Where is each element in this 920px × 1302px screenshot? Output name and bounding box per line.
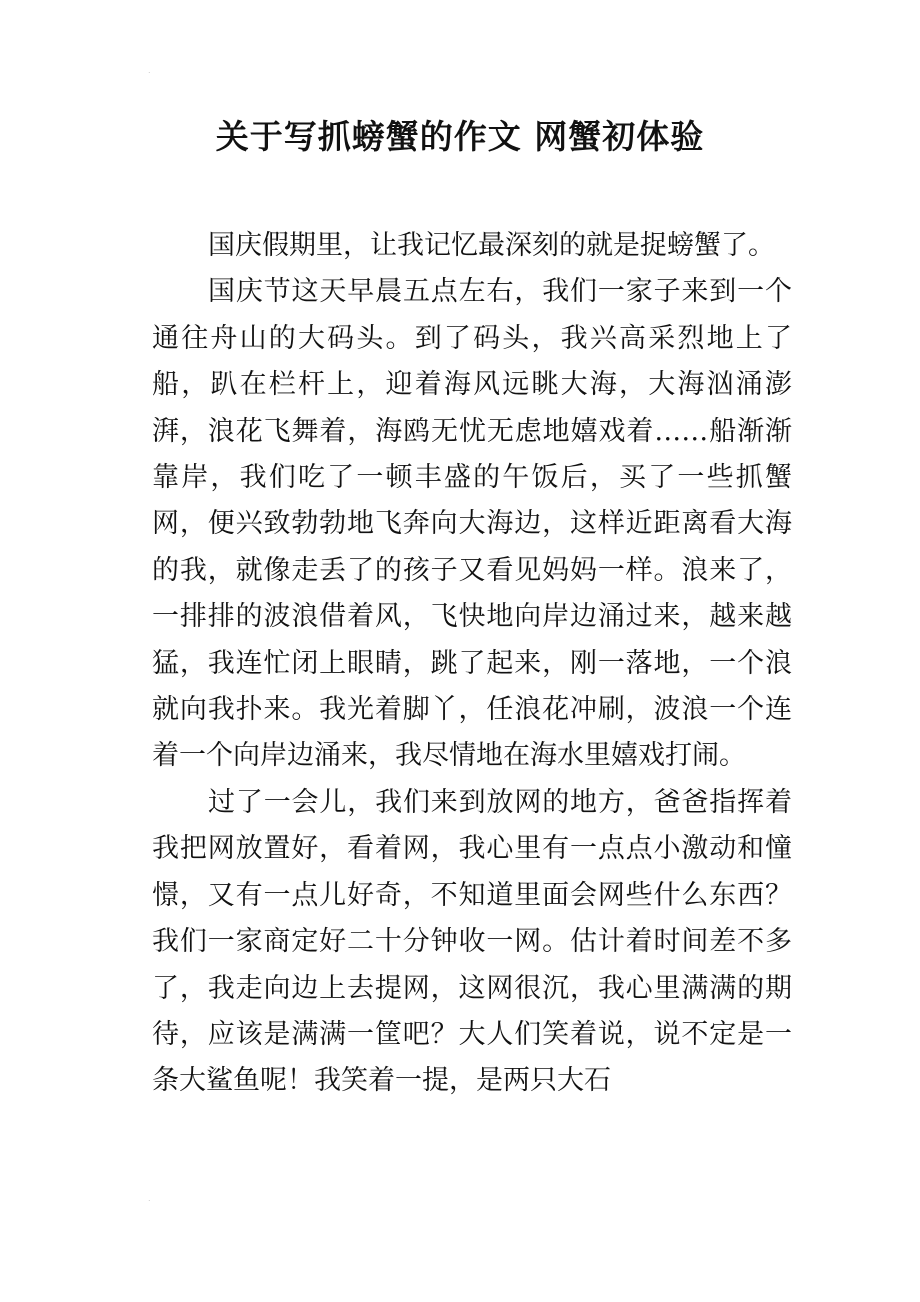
paragraph-2: 国庆节这天早晨五点左右，我们一家子来到一个通往舟山的大码头。到了码头，我兴高采烈地上了船，趴在栏杆上，迎着海风远眺大海，大海汹涌澎湃，浪花飞舞着，海鸥无忧无虑地嬉戏着……船渐渐靠岸，我们吃了一顿丰盛的午饭后，买了一些抓蟹网，便兴致勃勃地飞奔向大海边，这样近距离看大海的我，就像走丢了的孩子又看见妈妈一样。浪来了，一排排的波浪借着风，飞快地向岸边涌过来，越来越猛，我连忙闭上眼睛，跳了起来，刚一落地，一个浪就向我扑来。我光着脚丫，任浪花冲刷，波浪一个连着一个向岸边涌来，我尽情地在海水里嬉戏打闹。 — [152, 276, 792, 772]
paragraph-3: 过了一会儿，我们来到放网的地方，爸爸指挥着我把网放置好，看着网，我心里有一点点小激动和憧憬，又有一点儿好奇，不知道里面会网些什么东西？我们一家商定好二十分钟收一网。估计着时间差不多了，我走向边上去提网，这网很沉，我心里满满的期待，应该是满满一筐吧？大人们笑着说，说不定是一条大鲨鱼呢！我笑着一提，是两只大石 — [152, 786, 792, 1097]
corner-crop-mark-top: . — [148, 66, 151, 75]
paragraph-1: 国庆假期里，让我记忆最深刻的就是捉螃蟹了。 — [208, 230, 775, 261]
corner-crop-mark-bottom: . — [148, 1194, 151, 1203]
document-body — [152, 223, 792, 1105]
document-title: 关于写抓螃蟹的作文 网蟹初体验 — [215, 117, 705, 156]
